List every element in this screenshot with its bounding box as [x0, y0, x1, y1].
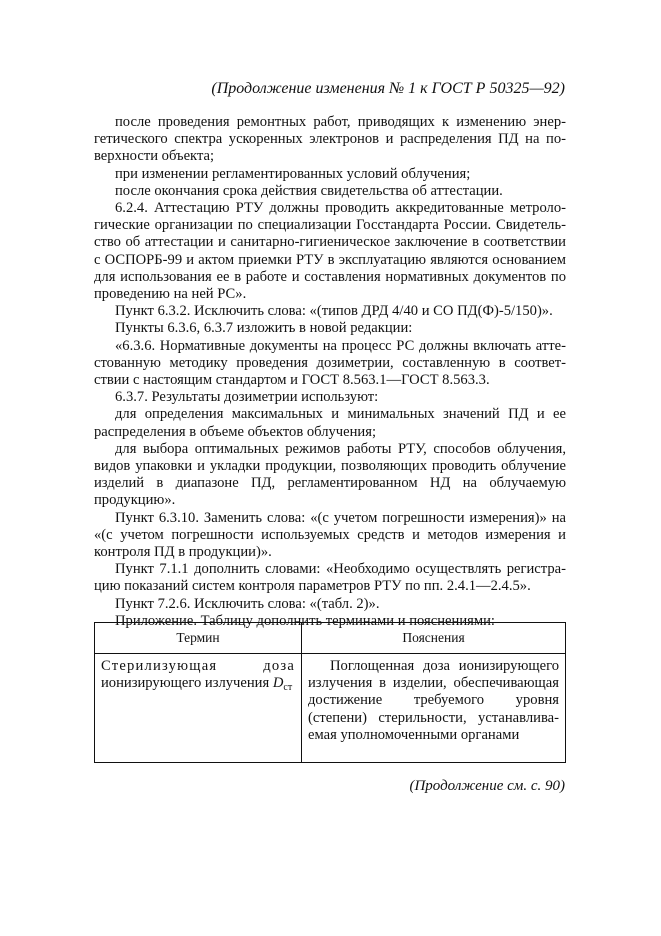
paragraph: после проведения ремонтных работ, приводящих к изменению энергетического спектра ускоренных электронов и распределения ПД на поверхности объекта; [94, 114, 566, 165]
term-cell [95, 654, 302, 763]
term-word: Стерилизующая [101, 658, 218, 674]
document-body [94, 114, 566, 630]
paragraph: 6.3.7. Результаты дозиметрии используют: [115, 389, 379, 406]
paragraph: 6.2.4. Аттестацию РТУ должны проводить аккредитованные метрологические организации по специализации Госстандарта России. Свидетельство об аттестации и санитарно-гигиеническое заключение в соответствии с ОСПОРБ-99 и актом приемки РТУ в эксплуатацию являются основанием для использования ее в работе и составления нормативных документов по проведению на ней РС». [94, 200, 566, 303]
continuation-header: (Продолжение изменения № 1 к ГОСТ Р 50325—92) [211, 80, 565, 97]
paragraph: «6.3.6. Нормативные документы на процесс РС должны включать аттестованную методику проведения дозиметрии, составленную в соответствии с настоящим стандартом и ГОСТ 8.563.1—ГОСТ 8.563.3. [94, 337, 566, 389]
paragraph: Пункт 6.3.10. Заменить слова: «(с учетом погрешности измерения)» на «(с учетом погрешности используемых средств и методов измерения и контроля ПД в продукции)». [94, 509, 566, 561]
paragraph: после окончания срока действия свидетельства об аттестации. [115, 182, 503, 199]
paragraph: Пункты 6.3.6, 6.3.7 изложить в новой редакции: [115, 320, 413, 337]
paragraph: при изменении регламентированных условий облучения; [115, 165, 471, 182]
terms-table-wrapper [94, 622, 566, 763]
table-header-row [95, 623, 566, 654]
header-explanation: Пояснения [302, 623, 566, 654]
table-row [95, 654, 566, 763]
term-symbol-subscript: ст [283, 682, 293, 694]
explanation-cell: Поглощенная доза ионизирующего излучения в изделии, обеспечивающая достижение требуемого уровня (степени) стерильности, устанавливаемая уполномоченными органами [302, 654, 566, 763]
paragraph: для выбора оптимальных режимов работы РТУ, способов облучения, видов упаковки и укладки продукции, позволяющих проводить облучение изделий в диапазоне ПД, регламентированном НД на облучаемую продукцию». [94, 440, 566, 509]
terms-table [94, 622, 566, 763]
term-symbol: D [272, 675, 284, 692]
paragraph: для определения максимальных и минимальных значений ПД и ее распределения в объеме объектов облучения; [94, 406, 566, 440]
term-word: доза [263, 658, 295, 674]
paragraph: Пункт 7.1.1 дополнить словами: «Необходимо осуществлять регистрацию показаний систем контроля параметров РТУ по пп. 2.4.1—2.4.5». [94, 561, 566, 595]
header-term: Термин [95, 623, 302, 654]
term-text: ионизирующего излучения [101, 675, 270, 692]
term-line [101, 675, 295, 696]
paragraph: Пункт 7.2.6. Исключить слова: «(табл. 2)». [115, 595, 380, 612]
term-line [101, 658, 295, 675]
paragraph: Приложение. Таблицу дополнить терминами и пояснениями: [115, 612, 495, 629]
paragraph: Пункт 6.3.2. Исключить слова: «(типов ДРД 4/40 и СО ПД(Ф)-5/150)». [115, 303, 553, 320]
continuation-footer: (Продолжение см. с. 90) [409, 778, 565, 794]
